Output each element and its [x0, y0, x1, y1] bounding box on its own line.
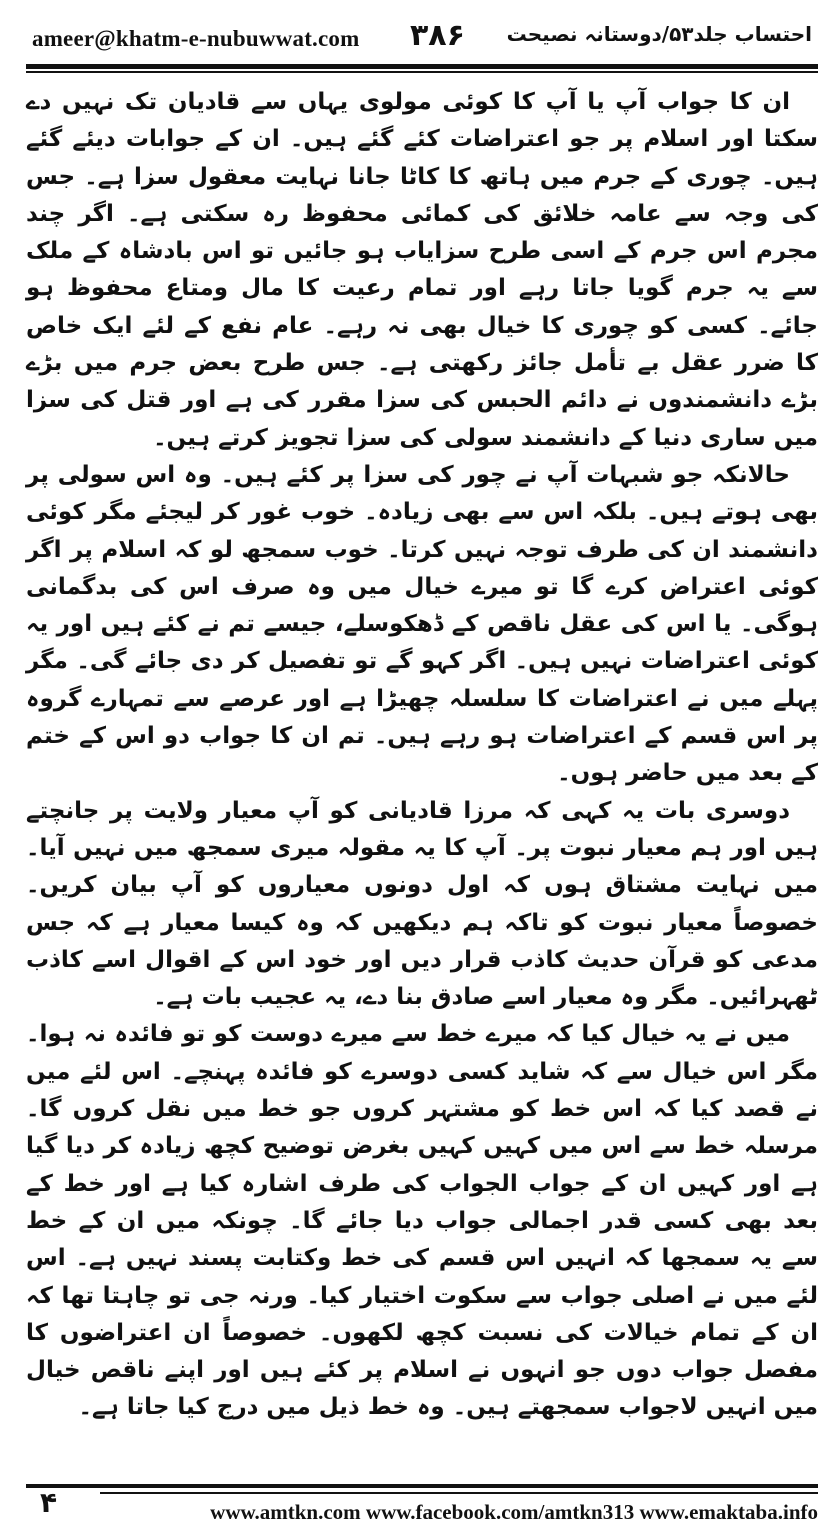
footer-rule-thin [100, 1492, 818, 1494]
footer-links: www.amtkn.com www.facebook.com/amtkn313 www.emaktaba.info [210, 1500, 818, 1524]
header-rule [26, 64, 818, 69]
paragraph: دوسری بات یہ کہی کہ مرزا قادیانی کو آپ معیار ولایت پر جانچتے ہیں اور ہم معیار نبوت پر۔ آپ کا یہ مقولہ میری سمجھ میں نہیں آیا۔ میں نہایت مشتاق ہوں کہ اول دونوں معیاروں کو آپ بیان کریں۔ خصوصاً معیار نبوت کو تاکہ ہم دیکھیں کہ وہ کیسا معیار ہے کہ جس مدعی کو قرآن حدیث کاذب قرار دیں اور خود اس کے اقوال اسے کاذب ٹھہرائیں۔ مگر وہ معیار اسے صادق بنا دے، یہ عجیب بات ہے۔ [26, 797, 818, 1011]
paragraph: ان کا جواب آپ یا آپ کا کوئی مولوی یہاں سے قادیان تک نہیں دے سکتا اور اسلام پر جو اعتراضات کئے گئے ہیں۔ ان کے جوابات دیئے گئے ہیں۔ چوری کے جرم میں ہاتھ کا کاٹا جانا نہایت معقول سزا ہے۔ جس کی وجہ سے عامہ خلائق کی کمائی محفوظ رہ سکتی ہے۔ اگر چند مجرم اس جرم کے اسی طرح سزایاب ہو جائیں تو اس بادشاہ کے ملک سے یہ جرم گویا جاتا رہے اور تمام رعیت کا مال ومتاع محفوظ ہو جائے۔ کسی کو چوری کا خیال بھی نہ رہے۔ عام نفع کے لئے ایک خاص کا ضرر عقل بے تأمل جائز رکھتی ہے۔ جس طرح بعض جرم میں بڑے بڑے دانشمندوں نے دائم الحبس کی سزا مقرر کی ہے اور قتل کی سزا میں ساری دنیا کے دانشمند سولی کی سزا تجویز کرتے ہیں۔ [26, 89, 818, 451]
paragraph: میں نے یہ خیال کیا کہ میرے خط سے میرے دوست کو تو فائدہ نہ ہوا۔ مگر اس خیال سے کہ شاید کسی دوسرے کو فائدہ پہنچے۔ اس لئے میں نے قصد کیا کہ اس خط کو مشتہر کروں جو خط میں نقل کروں گا۔ مرسلہ خط سے اس میں کہیں کہیں بغرض توضیح کچھ زیادہ کر دیا گیا ہے اور کہیں ان کے جواب الجواب کی طرف اشارہ کیا ہے اور خط کے بعد بھی کسی قدر اجمالی جواب دیا جائے گا۔ چونکہ میں ان کے خط سے یہ سمجھا کہ انہیں اس قسم کی خط وکتابت پسند نہیں ہے۔ اس لئے میں نے اصلی جواب سے سکوت اختیار کیا۔ ورنہ جی تو چاہتا تھا کہ ان کے تمام خیالات کی نسبت کچھ لکھوں۔ خصوصاً ان اعتراضوں کا مفصل جواب دوں جو انہوں نے اسلام پر کئے ہیں اور اپنے ناقص خیال میں انہیں لاجواب سمجھتے ہیں۔ وہ خط ذیل میں درج کیا جاتا ہے۔ [26, 1021, 818, 1421]
footer-number: ۴ [40, 1486, 58, 1519]
footer-rule [26, 1484, 818, 1488]
page-number: ۳۸۶ [410, 18, 465, 53]
paragraph: حالانکہ جو شبہات آپ نے چور کی سزا پر کئے ہیں۔ وہ اس سولی پر بھی ہوتے ہیں۔ بلکہ اس سے بھی زیادہ۔ خوب غور کر لیجئے مگر کوئی دانشمند ان کی طرف توجہ نہیں کرتا۔ خوب سمجھ لو کہ اسلام پر اگر کوئی اعتراض کرے گا تو میرے خیال میں وہ صرف اس کی بدگمانی ہوگی۔ یا اس کی عقل ناقص کے ڈھکوسلے، جیسے تم نے کئے ہیں اور یہ کوئی اعتراضات نہیں ہیں۔ اگر کہو گے تو تفصیل کر دی جائے گی۔ مگر پہلے میں نے اعتراضات کا سلسلہ چھیڑا ہے اور عرصے سے تمہارے گروہ پر اس قسم کے اعتراضات ہو رہے ہیں۔ تم ان کا جواب دو اس کے ختم کے بعد میں حاضر ہوں۔ [26, 461, 818, 787]
page-header [26, 18, 816, 62]
article-body [26, 84, 818, 1427]
header-rule-thin [26, 71, 818, 73]
header-email: ameer@khatm-e-nubuwwat.com [32, 26, 360, 51]
journal-title: احتساب جلد۵۳/دوستانہ نصیحت [506, 22, 812, 46]
